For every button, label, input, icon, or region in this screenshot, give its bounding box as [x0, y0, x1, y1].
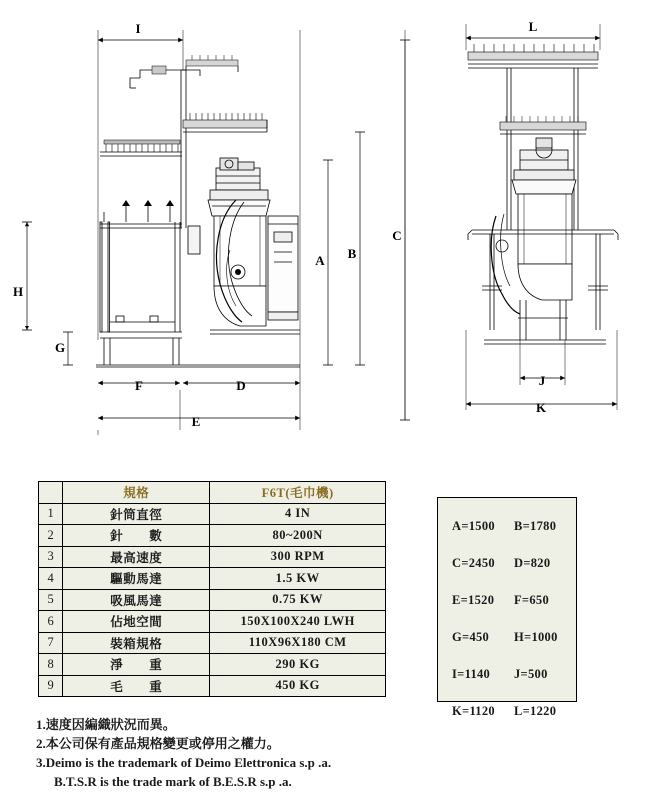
- dimension-row: [438, 582, 576, 619]
- row-index: 7: [39, 632, 63, 654]
- spec-header-index: [39, 482, 63, 504]
- row-value: 80~200N: [210, 525, 386, 547]
- row-value: 4 IN: [210, 503, 386, 525]
- row-name: 毛 重: [63, 675, 210, 697]
- footnote: B.T.S.R is the trade mark of B.E.S.R s.p .a.: [54, 774, 292, 789]
- table-row: [39, 589, 386, 611]
- svg-text:B: B: [347, 246, 357, 261]
- row-index: 2: [39, 525, 63, 547]
- row-value: 110X96X180 CM: [210, 632, 386, 654]
- svg-text:D: D: [236, 378, 246, 393]
- footnote: 2.本公司保有產品規格變更或停用之權力。: [36, 736, 280, 751]
- svg-text:J: J: [538, 373, 546, 388]
- row-index: 1: [39, 503, 63, 525]
- table-row: [39, 611, 386, 633]
- dimensions-legend-box: [437, 497, 577, 718]
- table-row: [39, 546, 386, 568]
- dimension-value: D=820: [514, 556, 551, 570]
- footnote: 1.速度因編織狀況而異。: [36, 717, 176, 732]
- svg-text:I: I: [135, 21, 141, 36]
- row-name: 針筒直徑: [63, 503, 210, 525]
- table-row: [39, 632, 386, 654]
- svg-text:F: F: [135, 378, 143, 393]
- dimension-row: [438, 619, 576, 656]
- row-index: 3: [39, 546, 63, 568]
- svg-text:K: K: [535, 400, 547, 415]
- row-name: 驅動馬達: [63, 568, 210, 590]
- specification-table: [38, 481, 386, 697]
- row-value: 450 KG: [210, 675, 386, 697]
- row-index: 9: [39, 675, 63, 697]
- dimension-value: C=2450: [452, 556, 495, 570]
- row-value: 150X100X240 LWH: [210, 611, 386, 633]
- row-value: 1.5 KW: [210, 568, 386, 590]
- row-index: 5: [39, 589, 63, 611]
- dimension-value: E=1520: [452, 593, 495, 607]
- dimension-value: I=1140: [452, 667, 491, 681]
- row-name: 針 數: [63, 525, 210, 547]
- dimension-row: [438, 656, 576, 693]
- footnote: 3.Deimo is the trademark of Deimo Elettronica s.p .a.: [36, 755, 332, 770]
- svg-text:L: L: [528, 19, 538, 34]
- table-row: [39, 568, 386, 590]
- row-value: 0.75 KW: [210, 589, 386, 611]
- spec-table-header-row: [39, 482, 386, 504]
- dimension-value: L=1220: [514, 704, 557, 718]
- svg-text:G: G: [54, 340, 66, 355]
- dimension-value: H=1000: [514, 630, 558, 644]
- dimension-value: A=1500: [452, 519, 495, 533]
- row-name: 裝箱規格: [63, 632, 210, 654]
- dimension-row: [438, 508, 576, 545]
- row-name: 吸風馬達: [63, 589, 210, 611]
- dimension-value: G=450: [452, 630, 490, 644]
- footnotes: [36, 715, 616, 791]
- dimension-value: J=500: [514, 667, 548, 681]
- spec-table-body: [39, 482, 386, 697]
- svg-text:E: E: [191, 414, 201, 429]
- dimension-value: F=650: [514, 593, 550, 607]
- table-row: [39, 654, 386, 676]
- spec-header-name: 規格: [63, 482, 210, 504]
- table-row: [39, 503, 386, 525]
- table-row: [39, 525, 386, 547]
- svg-text:A: A: [315, 253, 325, 268]
- dimension-value: B=1780: [514, 519, 557, 533]
- row-value: 290 KG: [210, 654, 386, 676]
- svg-text:H: H: [12, 284, 24, 299]
- row-name: 淨 重: [63, 654, 210, 676]
- dimension-value: K=1120: [452, 704, 495, 718]
- spec-header-value: F6T(毛巾機): [210, 482, 386, 504]
- row-name: 佔地空間: [63, 611, 210, 633]
- table-row: [39, 675, 386, 697]
- row-index: 6: [39, 611, 63, 633]
- row-index: 8: [39, 654, 63, 676]
- row-name: 最高速度: [63, 546, 210, 568]
- row-value: 300 RPM: [210, 546, 386, 568]
- row-index: 4: [39, 568, 63, 590]
- svg-text:C: C: [392, 228, 402, 243]
- dimension-row: [438, 545, 576, 582]
